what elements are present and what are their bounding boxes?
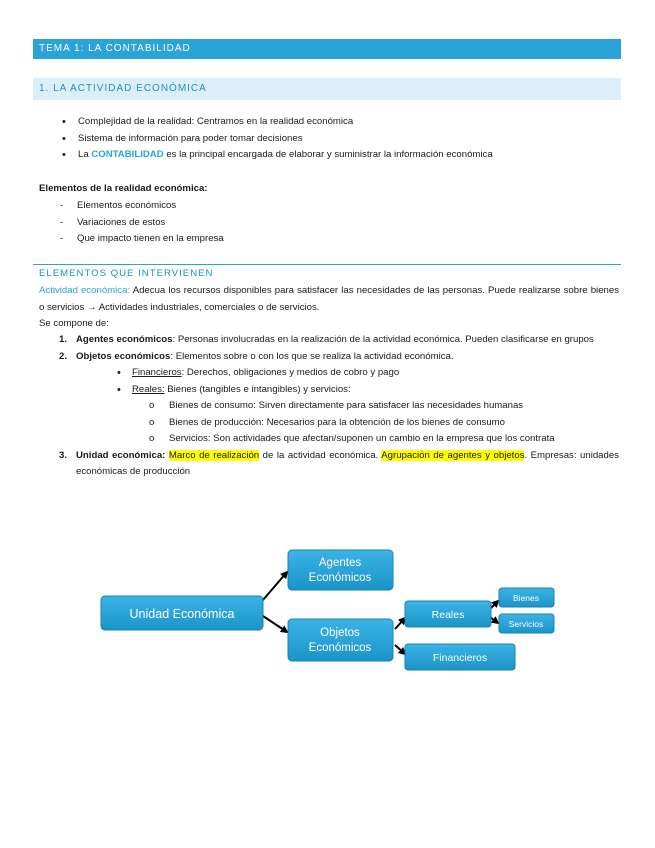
list-item: - Que impacto tienen en la empresa (60, 231, 224, 248)
se-compone-label: Se compone de: (39, 318, 109, 329)
box-agentes-economicos (288, 550, 393, 590)
list-item: • Sistema de información para poder tomar decisiones (62, 131, 493, 148)
box-servicios (499, 614, 554, 633)
svg-text:Reales: Reales (431, 609, 465, 621)
elements-heading: Elementos de la realidad económica: (39, 183, 208, 194)
objetos-sub-list (76, 365, 619, 448)
diagram-svg (95, 540, 565, 680)
bullet-icon: • (117, 367, 121, 379)
list-item: - Variaciones de estos (60, 215, 224, 232)
bullet-icon: • (62, 132, 66, 145)
dash-icon: - (60, 216, 64, 228)
arrow-to-agentes (263, 572, 287, 600)
hierarchy-diagram (95, 540, 565, 685)
bullet-icon: • (62, 149, 66, 161)
page-title: TEMA 1: LA CONTABILIDAD (33, 39, 621, 59)
svg-text:Económicos: Económicos (308, 572, 372, 584)
box-bienes (499, 588, 554, 607)
svg-text:Financieros: Financieros (432, 652, 488, 664)
list-item: o Servicios: Son actividades que afectan/suponen un cambio en la empresa que los contrata (149, 431, 619, 448)
list-item: 1. Agentes económicos: Personas involucradas en la realización de la actividad económica. Pueden clasificarse en grupos (59, 334, 594, 345)
list-item: 3. Unidad económica: Marco de realización de la actividad económica. Agrupación de agentes y objetos. Empresas: unidades económicas de producción (59, 449, 619, 477)
actividad-paragraph: Actividad económica: Adecua los recursos disponibles para satisfacer las necesidades de las personas. Puede realizarse sobre bienes o servicios → Actividades industriales, comerciales o de servicios. (39, 285, 619, 313)
actividad-lead: Actividad económica: (39, 285, 131, 296)
list-item: • Complejidad de la realidad: Centramos en la realidad económica (62, 114, 493, 131)
intro-bullet-list (62, 114, 493, 164)
list-item: • Financieros: Derechos, obligaciones y medios de cobro y pago (117, 365, 619, 382)
section-heading: 1. LA ACTIVIDAD ECONÓMICA (33, 78, 621, 100)
circle-bullet-icon: o (149, 416, 155, 428)
box-reales (405, 601, 491, 627)
dash-icon: - (60, 200, 64, 211)
arrow-to-financieros (395, 645, 405, 654)
arrow-to-reales (395, 618, 405, 629)
list-item: o Bienes de producción: Necesarios para la obtención de los bienes de consumo (149, 415, 619, 432)
highlight-agrupacion: Agrupación de agentes y objetos (381, 449, 525, 461)
svg-text:Económicos: Económicos (308, 642, 372, 654)
reales-sub-list (132, 398, 619, 448)
list-item: • Reales: Bienes (tangibles e intangibles) y servicios: o Bienes de consumo: Sirven directamente para satisfacer las necesidades humanas o Bienes de producción: Necesarios para la obtención de los bienes de consumo o Servicios: Son actividades que afectan/suponen un cambio en la empresa que los contrata (117, 382, 619, 448)
box-objetos-economicos (288, 619, 393, 661)
divider-line (33, 264, 621, 265)
numbered-list (55, 332, 619, 481)
svg-text:Servicios: Servicios (508, 619, 544, 629)
dash-icon: - (60, 233, 64, 244)
list-item: o Bienes de consumo: Sirven directamente para satisfacer las necesidades humanas (149, 398, 619, 415)
elements-dash-list (60, 198, 224, 248)
circle-bullet-icon: o (149, 433, 155, 444)
svg-text:Objetos: Objetos (320, 627, 360, 639)
svg-text:Agentes: Agentes (318, 557, 362, 569)
list-item: - Elementos económicos (60, 198, 224, 215)
svg-text:Bienes: Bienes (513, 593, 539, 603)
circle-bullet-icon: o (149, 400, 155, 411)
box-financieros (405, 644, 515, 670)
bullet-icon: • (62, 116, 66, 128)
intervienen-heading: ELEMENTOS QUE INTERVIENEN (39, 268, 214, 279)
list-item: 2. Objetos económicos: Elementos sobre o con los que se realiza la actividad económica. • Financieros: Derechos, obligaciones y medios de cobro y pago • Reales: Bienes (tangibles e intangibles) y servicios: o Bienes de consumo: Sirven directamente para satisfacer las necesidades humanas o Bienes de producción: Necesarios para la obtención de los bienes de consumo o Servicios: Son actividades que afectan/suponen un cambio en la empresa que los contrata (55, 349, 619, 448)
svg-text:Unidad Económica: Unidad Económica (129, 607, 235, 621)
arrow-to-objetos (263, 616, 287, 632)
highlight-marco: Marco de realización (168, 449, 260, 461)
list-item: • La CONTABILIDAD es la principal encargada de elaborar y suministrar la información económica (62, 147, 493, 164)
bullet-icon: • (117, 383, 121, 396)
contabilidad-highlight: CONTABILIDAD (91, 149, 164, 160)
box-unidad-economica (101, 596, 263, 630)
